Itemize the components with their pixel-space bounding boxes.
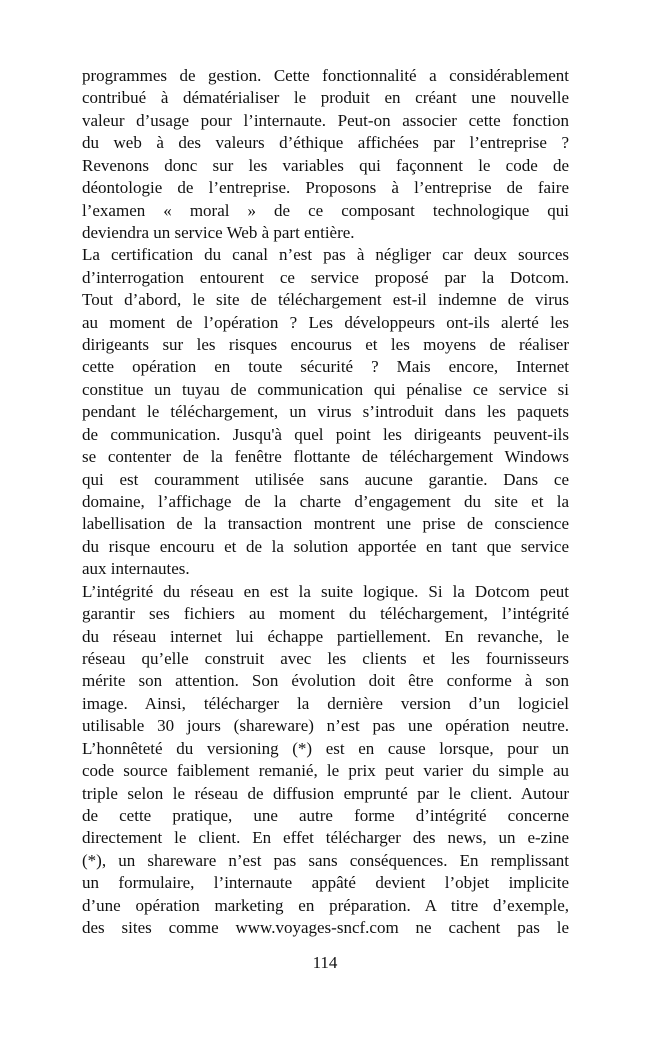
text-line: de cette pratique, une autre forme d’intégrité concerne [82,805,569,825]
text-line: programmes de gestion. Cette fonctionnalité a considérablement [82,66,569,85]
text-line: contribué à dématérialiser le produit en créant une nouvelle [82,88,569,108]
text-line: pendant le téléchargement, un virus s’introduit dans les paquets [82,402,569,422]
text-line: domaine, l’affichage de la charte d’engagement du site et la [82,492,569,512]
text-line: utilisable 30 jours (shareware) n’est pas une opération neutre. [82,716,569,736]
text-line: déontologie de l’entreprise. Proposons à l’entreprise de faire [82,178,569,198]
text-line: valeur d’usage pour l’internaute. Peut-on associer cette fonction [82,110,569,130]
text-line: directement le client. En effet télécharger des news, un e-zine [82,828,569,848]
text-line: du réseau internet lui échappe partiellement. En revanche, le [82,626,569,646]
paragraph [82,65,569,244]
text-line: réseau qu’elle construit avec les clients et les fournisseurs [82,648,569,668]
text-line: d’une opération marketing en préparation. A titre d’exemple, [82,895,569,915]
text-line: l’examen « moral » de ce composant technologique qui [82,200,569,220]
text-line: image. Ainsi, télécharger la dernière version d’un logiciel [82,693,569,713]
text-line: deviendra un service Web à part entière. [82,222,355,242]
text-line: mérite son attention. Son évolution doit être conforme à son [82,671,569,691]
text-line: se contenter de la fenêtre flottante de téléchargement Windows [82,447,569,467]
text-line: cette opération en toute sécurité ? Mais encore, Internet [82,357,569,377]
text-line: (*), un shareware n’est pas sans conséquences. En remplissant [82,850,569,870]
text-line: dirigeants sur les risques encourus et les moyens de réaliser [82,335,569,355]
text-line: L’intégrité du réseau en est la suite logique. Si la Dotcom peut [82,581,569,601]
text-line: labellisation de la transaction montrent une prise de conscience [82,514,569,534]
text-line: aux internautes. [82,559,190,579]
page-number: 114 [312,953,338,972]
text-line: Revenons donc sur les variables qui façonnent le code de [82,155,569,175]
text-line: Tout d’abord, le site de téléchargement est-il indemne de virus [82,290,569,310]
text-line: un formulaire, l’internaute appâté devient l’objet implicite [82,873,569,893]
text-line: du web à des valeurs d’éthique affichées par l’entreprise ? [82,133,569,153]
text-line: garantir ses fichiers au moment du téléchargement, l’intégrité [82,604,569,624]
text-line: des sites comme www.voyages-sncf.com ne cachent pas le [82,918,569,938]
paragraph [82,581,569,940]
text-line: d’interrogation entourent ce service proposé par la Dotcom. [82,267,569,287]
text-line: La certification du canal n’est pas à négliger car deux sources [82,245,569,265]
text-line: triple selon le réseau de diffusion emprunté par le client. Autour [82,783,569,803]
text-line: constitue un tuyau de communication qui pénalise ce service si [82,379,569,399]
body-text [82,65,569,939]
text-line: du risque encouru et de la solution apportée en tant que service [82,536,569,556]
text-line: L’honnêteté du versioning (*) est en cause lorsque, pour un [82,738,569,758]
text-line: qui est couramment utilisée sans aucune garantie. Dans ce [82,469,569,489]
text-line: code source faiblement remanié, le prix peut varier du simple au [82,761,569,781]
text-line: de communication. Jusqu'à quel point les dirigeants peuvent-ils [82,424,569,444]
paragraph [82,244,569,580]
text-line: au moment de l’opération ? Les développeurs ont-ils alerté les [82,312,569,332]
